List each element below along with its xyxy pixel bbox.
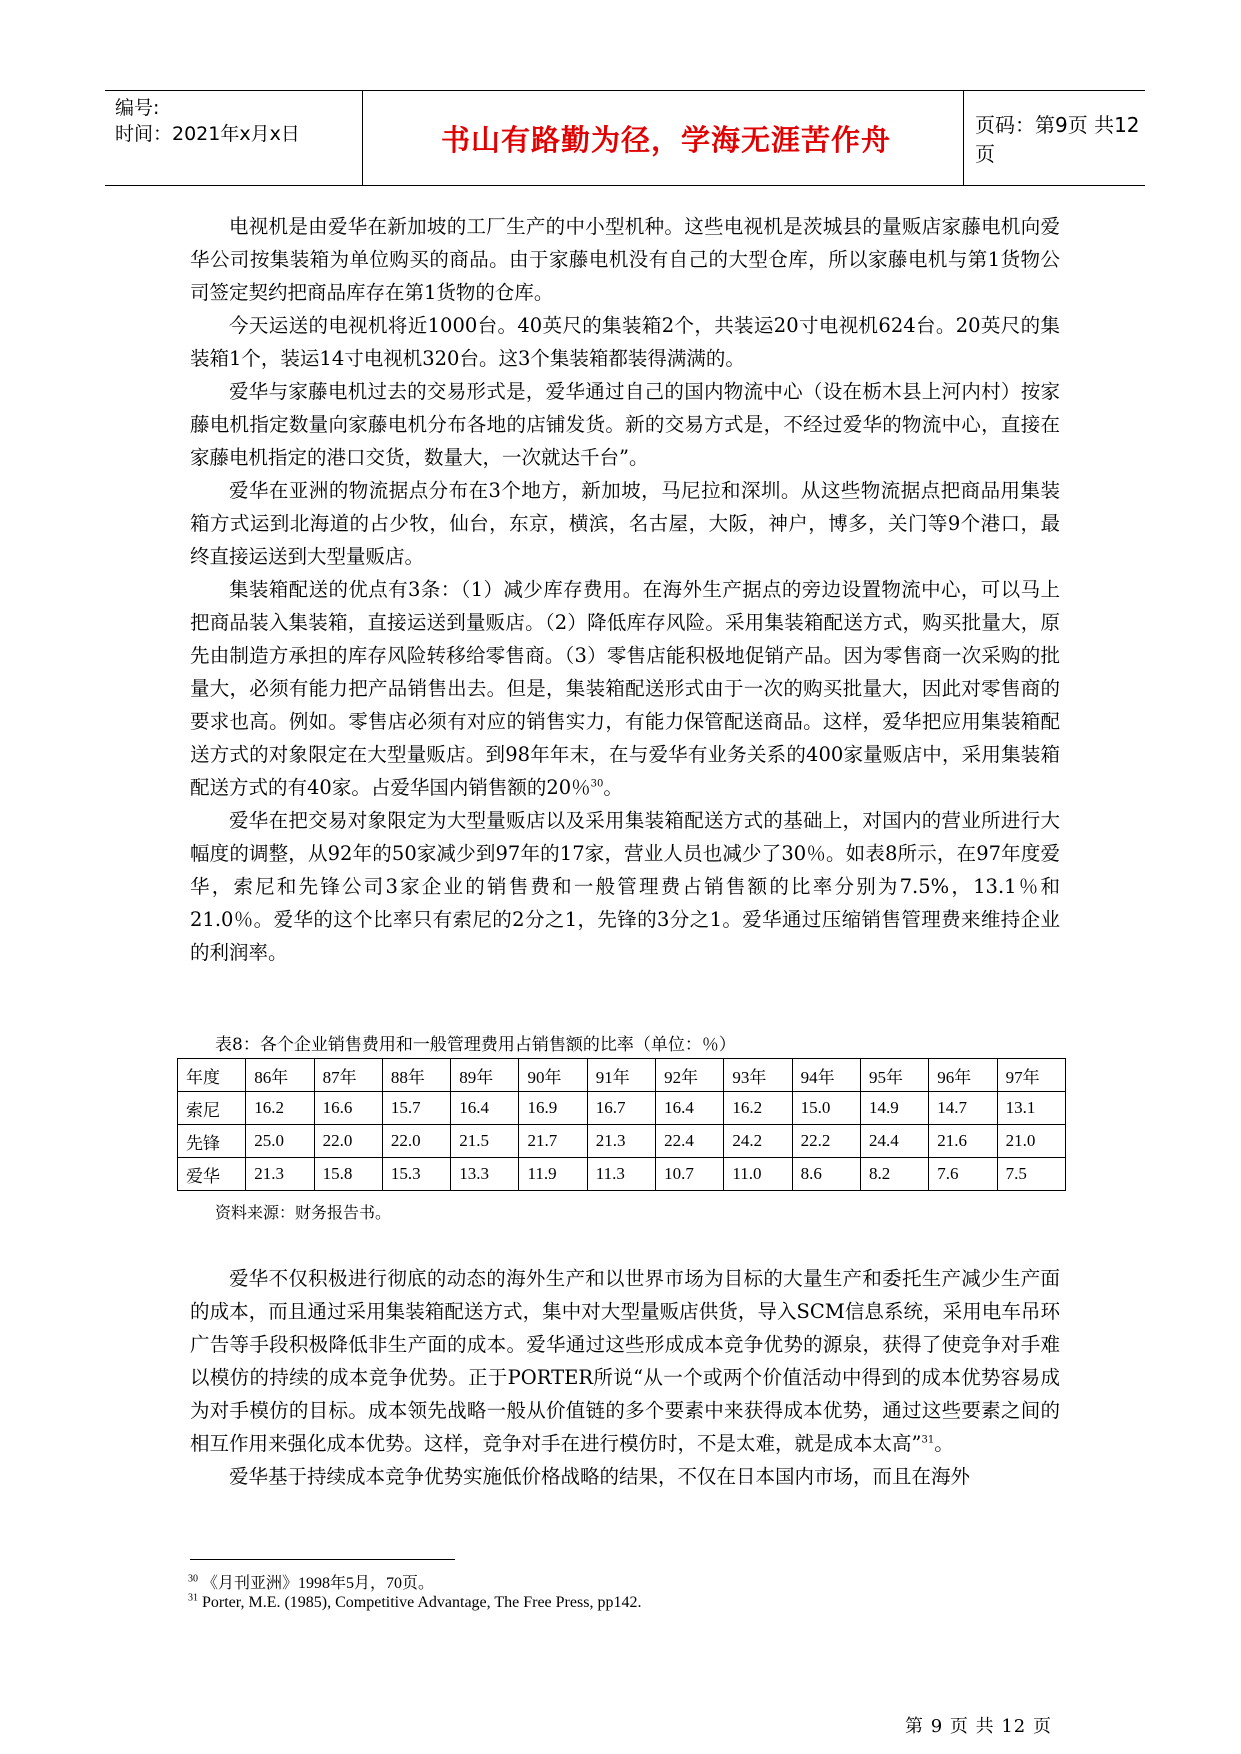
- page-header: [105, 90, 1145, 186]
- table-cell: 16.4: [451, 1092, 519, 1125]
- table-cell: 先锋: [178, 1125, 246, 1158]
- table-cell: 16.6: [314, 1092, 382, 1125]
- footnote-number: 30: [188, 1573, 198, 1585]
- table-source-note: 资料来源：财务报告书。: [215, 1203, 392, 1222]
- table-cell: 爱华: [178, 1158, 246, 1191]
- paragraph: 今天运送的电视机将近1000台。40英尺的集装箱2个，共装运20寸电视机624台。20英尺的集装箱1个，装运14寸电视机320台。这3个集装箱都装得满满的。: [190, 314, 1060, 370]
- table-cell: 15.0: [792, 1092, 860, 1125]
- header-page-info: 页码：第9页 共12页: [975, 113, 1140, 166]
- paragraph: 爱华在把交易对象限定为大型量贩店以及采用集装箱配送方式的基础上，对国内的营业所进行大幅度的调整，从92年的50家减少到97年的17家，营业人员也减少了30％。如表8所示，在97年度爱华，索尼和先锋公司3家企业的销售费和一般管理费占销售额的比率分别为7.5%，13.1％和21.0％。爱华的这个比率只有索尼的2分之1，先锋的3分之1。爱华通过压缩销售管理费来维持企业的利润率。: [190, 809, 1060, 964]
- paragraph: 爱华与家藤电机过去的交易形式是，爱华通过自己的国内物流中心（设在栃木县上河内村）按家藤电机指定数量向家藤电机分布各地的店铺发货。新的交易方式是，不经过爱华的物流中心，直接在家藤电机指定的港口交货，数量大，一次就达千台”。: [190, 380, 1060, 469]
- table-header-cell: 89年: [451, 1059, 519, 1092]
- footnote-number: 31: [188, 1592, 198, 1604]
- table-cell: 22.2: [792, 1125, 860, 1158]
- table-cell: 21.3: [587, 1125, 655, 1158]
- header-motto: 书山有路勤为径，学海无涯苦作舟: [440, 122, 891, 157]
- table-cell: 15.8: [314, 1158, 382, 1191]
- document-number-label: 编号:: [115, 97, 160, 119]
- body-text: [190, 210, 1060, 969]
- paragraph: [190, 573, 1060, 804]
- table-cell: 21.3: [246, 1158, 314, 1191]
- paragraph-text: 集装箱配送的优点有3条：（1）减少库存费用。在海外生产据点的旁边设置物流中心，可以马上把商品装入集装箱，直接运送到量贩店。（2）降低库存风险。采用集装箱配送方式，购买批量大，原先由制造方承担的库存风险转移给零售商。（3）零售店能积极地促销产品。因为零售商一次采购的批量大，必须有能力把产品销售出去。但是，集装箱配送形式由于一次的购买批量大，因此对零售商的要求也高。例如。零售店必须有对应的销售实力，有能力保管配送商品。这样，爱华把应用集装箱配送方式的对象限定在大型量贩店。到98年年末，在与爱华有业务关系的400家量贩店中，采用集装箱配送方式的有40家。占爱华国内销售额的20％: [190, 578, 1060, 799]
- table-header-cell: 96年: [929, 1059, 997, 1092]
- footnote-text: 《月刊亚洲》1998年5月，70页。: [202, 1575, 435, 1592]
- table-header-row: [178, 1059, 1066, 1092]
- table-cell: 22.4: [656, 1125, 724, 1158]
- table-caption: 表8：各个企业销售费用和一般管理费用占销售额的比率（单位：％）: [215, 1035, 736, 1055]
- table-header-cell: 87年: [314, 1059, 382, 1092]
- paragraph-text: 爱华不仅积极进行彻底的动态的海外生产和以世界市场为目标的大量生产和委托生产减少生产面的成本，而且通过采用集装箱配送方式，集中对大型量贩店供货，导入SCM信息系统，采用电车吊环广告等手段积极降低非生产面的成本。爱华通过这些形成成本竞争优势的源泉，获得了使竞争对手难以模仿的持续的成本竞争优势。正于PORTER所说“从一个或两个价值活动中得到的成本优势容易成为对手模仿的目标。成本领先战略一般从价值链的多个要素中来获得成本优势，通过这些要素之间的相互作用来强化成本优势。这样，竞争对手在进行模仿时，不是太难，就是成本太高”: [190, 1267, 1060, 1455]
- footnote-separator: [190, 1559, 455, 1560]
- header-divider: [362, 91, 363, 185]
- paragraph: 爱华基于持续成本竞争优势实施低价格战略的结果，不仅在日本国内市场，而且在海外: [229, 1465, 971, 1488]
- footnote-31: [188, 1594, 641, 1612]
- sales-expense-ratio-table: [177, 1058, 1066, 1191]
- table-header-cell: 94年: [792, 1059, 860, 1092]
- table-header-cell: 97年: [997, 1059, 1065, 1092]
- table-header-cell: 93年: [724, 1059, 792, 1092]
- table-header-cell: 90年: [519, 1059, 587, 1092]
- table-cell: 16.2: [246, 1092, 314, 1125]
- paragraph: [190, 1262, 1060, 1460]
- table-cell: 21.5: [451, 1125, 519, 1158]
- punctuation: 。: [603, 776, 623, 799]
- footnote-30: [188, 1570, 434, 1593]
- table-header-cell: 86年: [246, 1059, 314, 1092]
- header-meta: [115, 95, 300, 147]
- table-cell: 7.6: [929, 1158, 997, 1191]
- table-cell: 22.0: [314, 1125, 382, 1158]
- table-cell: 索尼: [178, 1092, 246, 1125]
- page-footer: 第 9 页 共 12 页: [905, 1716, 1052, 1737]
- table-cell: 13.1: [997, 1092, 1065, 1125]
- table-cell: 8.6: [792, 1158, 860, 1191]
- body-text-continued: [190, 1262, 1060, 1493]
- table-cell: 22.0: [382, 1125, 450, 1158]
- table-header-cell: 91年: [587, 1059, 655, 1092]
- table-cell: 21.0: [997, 1125, 1065, 1158]
- table-row: [178, 1125, 1066, 1158]
- footnote-text: Porter, M.E. (1985), Competitive Advantage, The Free Press, pp142.: [202, 1594, 642, 1611]
- table-cell: 25.0: [246, 1125, 314, 1158]
- table-row: [178, 1092, 1066, 1125]
- header-divider: [963, 91, 964, 185]
- paragraph: 电视机是由爱华在新加坡的工厂生产的中小型机种。这些电视机是茨城县的量贩店家藤电机向爱华公司按集装箱为单位购买的商品。由于家藤电机没有自己的大型仓库，所以家藤电机与第1货物公司签定契约把商品库存在第1货物的仓库。: [190, 215, 1060, 304]
- table-cell: 11.0: [724, 1158, 792, 1191]
- table-cell: 11.3: [587, 1158, 655, 1191]
- table-cell: 21.6: [929, 1125, 997, 1158]
- table-cell: 8.2: [860, 1158, 928, 1191]
- table-header-cell: 95年: [860, 1059, 928, 1092]
- document-time: 时间：2021年x月x日: [115, 123, 300, 145]
- table-cell: 16.7: [587, 1092, 655, 1125]
- table-cell: 10.7: [656, 1158, 724, 1191]
- paragraph: 爱华在亚洲的物流据点分布在3个地方，新加坡，马尼拉和深圳。从这些物流据点把商品用集装箱方式运到北海道的占少牧，仙台，东京，横滨，名古屋，大阪，神户，博多，关门等9个港口，最终直接运送到大型量贩店。: [190, 479, 1060, 568]
- table-header-cell: 年度: [178, 1059, 246, 1092]
- table-cell: 15.7: [382, 1092, 450, 1125]
- table-cell: 14.9: [860, 1092, 928, 1125]
- punctuation: 。: [934, 1432, 954, 1455]
- table-row: [178, 1158, 1066, 1191]
- table-cell: 16.4: [656, 1092, 724, 1125]
- footnote-ref[interactable]: 31: [921, 1434, 935, 1446]
- table-cell: 14.7: [929, 1092, 997, 1125]
- table-cell: 24.4: [860, 1125, 928, 1158]
- footnote-ref[interactable]: 30: [590, 778, 604, 790]
- table-cell: 24.2: [724, 1125, 792, 1158]
- table-cell: 7.5: [997, 1158, 1065, 1191]
- table-header-cell: 88年: [382, 1059, 450, 1092]
- table-cell: 11.9: [519, 1158, 587, 1191]
- table-header-cell: 92年: [656, 1059, 724, 1092]
- table-cell: 13.3: [451, 1158, 519, 1191]
- table-cell: 16.2: [724, 1092, 792, 1125]
- table-cell: 15.3: [382, 1158, 450, 1191]
- table-cell: 21.7: [519, 1125, 587, 1158]
- table-cell: 16.9: [519, 1092, 587, 1125]
